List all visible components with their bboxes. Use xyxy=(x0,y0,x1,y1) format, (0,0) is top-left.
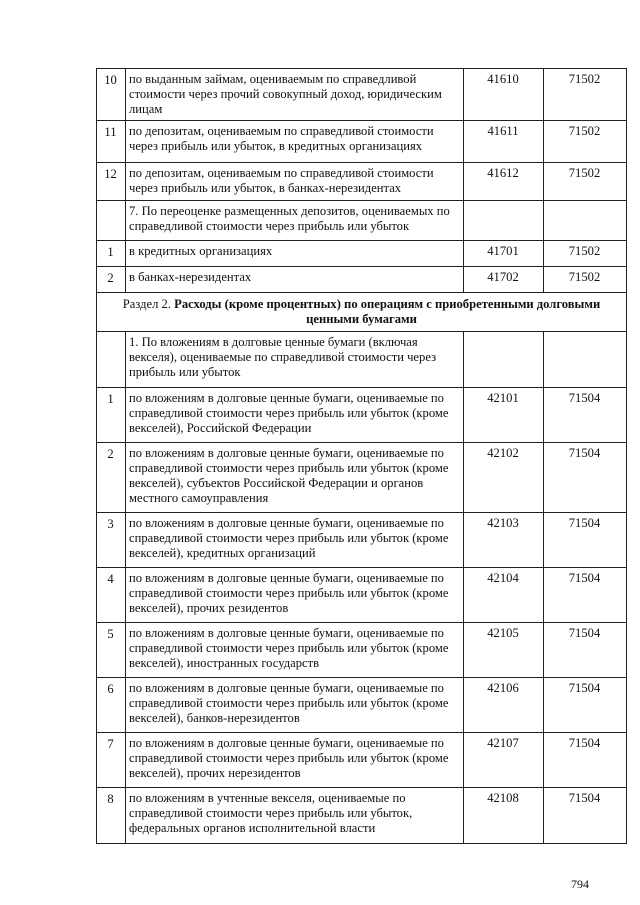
row-description: по вложениям в долговые ценные бумаги, оцениваемые по справедливой стоимости через прибыль или убыток (кроме векселей), субъектов Российской Федерации и органов местного самоуправления xyxy=(126,443,464,513)
row-description: по вложениям в долговые ценные бумаги, оцениваемые по справедливой стоимости через прибыль или убыток (кроме векселей), прочих нерезидентов xyxy=(126,733,464,788)
table-row xyxy=(97,332,627,388)
table-row xyxy=(97,241,627,267)
account-code: 42104 xyxy=(464,568,544,623)
row-number: 7 xyxy=(97,733,126,788)
row-description: по вложениям в учтенные векселя, оцениваемые по справедливой стоимости через прибыль или убыток, федеральных органов исполнительной власти xyxy=(126,788,464,844)
account-code: 42106 xyxy=(464,678,544,733)
row-description: по депозитам, оцениваемым по справедливой стоимости через прибыль или убыток, в банках-нерезидентах xyxy=(126,163,464,201)
symbol-code: 71502 xyxy=(544,69,627,121)
row-description: в банках-нерезидентах xyxy=(126,267,464,293)
row-number xyxy=(97,332,126,388)
row-description: по вложениям в долговые ценные бумаги, оцениваемые по справедливой стоимости через прибыль или убыток (кроме векселей), прочих резидентов xyxy=(126,568,464,623)
symbol-code: 71504 xyxy=(544,623,627,678)
symbol-code: 71504 xyxy=(544,388,627,443)
row-number: 1 xyxy=(97,241,126,267)
symbol-code xyxy=(544,201,627,241)
account-code: 42107 xyxy=(464,733,544,788)
symbol-code xyxy=(544,332,627,388)
symbol-code: 71504 xyxy=(544,788,627,844)
table-row xyxy=(97,678,627,733)
table-row xyxy=(97,163,627,201)
account-code: 42102 xyxy=(464,443,544,513)
row-description: в кредитных организациях xyxy=(126,241,464,267)
row-number: 10 xyxy=(97,69,126,121)
section-label: Раздел 2. xyxy=(122,297,175,311)
table-row xyxy=(97,733,627,788)
row-number: 8 xyxy=(97,788,126,844)
account-code: 42105 xyxy=(464,623,544,678)
table-row xyxy=(97,267,627,293)
symbol-code: 71504 xyxy=(544,678,627,733)
row-number: 12 xyxy=(97,163,126,201)
row-description: 1. По вложениям в долговые ценные бумаги (включая векселя), оцениваемые по справедливой стоимости через прибыль или убыток xyxy=(126,332,464,388)
row-description: 7. По переоценке размещенных депозитов, оцениваемых по справедливой стоимости через прибыль или убыток xyxy=(126,201,464,241)
table-row xyxy=(97,201,627,241)
row-number: 5 xyxy=(97,623,126,678)
page-number: 794 xyxy=(571,877,589,891)
row-number: 3 xyxy=(97,513,126,568)
account-code: 42103 xyxy=(464,513,544,568)
row-description: по вложениям в долговые ценные бумаги, оцениваемые по справедливой стоимости через прибыль или убыток (кроме векселей), банков-нерезидентов xyxy=(126,678,464,733)
table-row xyxy=(97,443,627,513)
account-code: 41612 xyxy=(464,163,544,201)
account-code: 41702 xyxy=(464,267,544,293)
row-number: 1 xyxy=(97,388,126,443)
accounts-table xyxy=(96,68,627,844)
section-title xyxy=(97,293,627,332)
table-row xyxy=(97,388,627,443)
symbol-code: 71504 xyxy=(544,513,627,568)
account-code xyxy=(464,201,544,241)
row-number: 2 xyxy=(97,443,126,513)
symbol-code: 71502 xyxy=(544,267,627,293)
row-number: 2 xyxy=(97,267,126,293)
symbol-code: 71502 xyxy=(544,241,627,267)
table-row xyxy=(97,788,627,844)
account-code: 41610 xyxy=(464,69,544,121)
table-row xyxy=(97,69,627,121)
section-heading: Расходы (кроме процентных) по операциям с приобретенными долговыми ценными бумагами xyxy=(174,297,601,326)
account-code xyxy=(464,332,544,388)
section-header-row xyxy=(97,293,627,332)
symbol-code: 71504 xyxy=(544,443,627,513)
row-number: 6 xyxy=(97,678,126,733)
table-row xyxy=(97,513,627,568)
account-code: 41611 xyxy=(464,121,544,163)
row-number: 11 xyxy=(97,121,126,163)
symbol-code: 71504 xyxy=(544,568,627,623)
row-description: по выданным займам, оцениваемым по справедливой стоимости через прочий совокупный доход, юридическим лицам xyxy=(126,69,464,121)
row-description: по депозитам, оцениваемым по справедливой стоимости через прибыль или убыток, в кредитных организациях xyxy=(126,121,464,163)
row-number: 4 xyxy=(97,568,126,623)
accounts-table-body xyxy=(97,69,627,844)
row-description: по вложениям в долговые ценные бумаги, оцениваемые по справедливой стоимости через прибыль или убыток (кроме векселей), Российской Федерации xyxy=(126,388,464,443)
table-row xyxy=(97,121,627,163)
symbol-code: 71502 xyxy=(544,121,627,163)
account-code: 42101 xyxy=(464,388,544,443)
symbol-code: 71504 xyxy=(544,733,627,788)
row-description: по вложениям в долговые ценные бумаги, оцениваемые по справедливой стоимости через прибыль или убыток (кроме векселей), кредитных организаций xyxy=(126,513,464,568)
account-code: 42108 xyxy=(464,788,544,844)
symbol-code: 71502 xyxy=(544,163,627,201)
row-description: по вложениям в долговые ценные бумаги, оцениваемые по справедливой стоимости через прибыль или убыток (кроме векселей), иностранных государств xyxy=(126,623,464,678)
table-row xyxy=(97,568,627,623)
account-code: 41701 xyxy=(464,241,544,267)
table-row xyxy=(97,623,627,678)
row-number xyxy=(97,201,126,241)
